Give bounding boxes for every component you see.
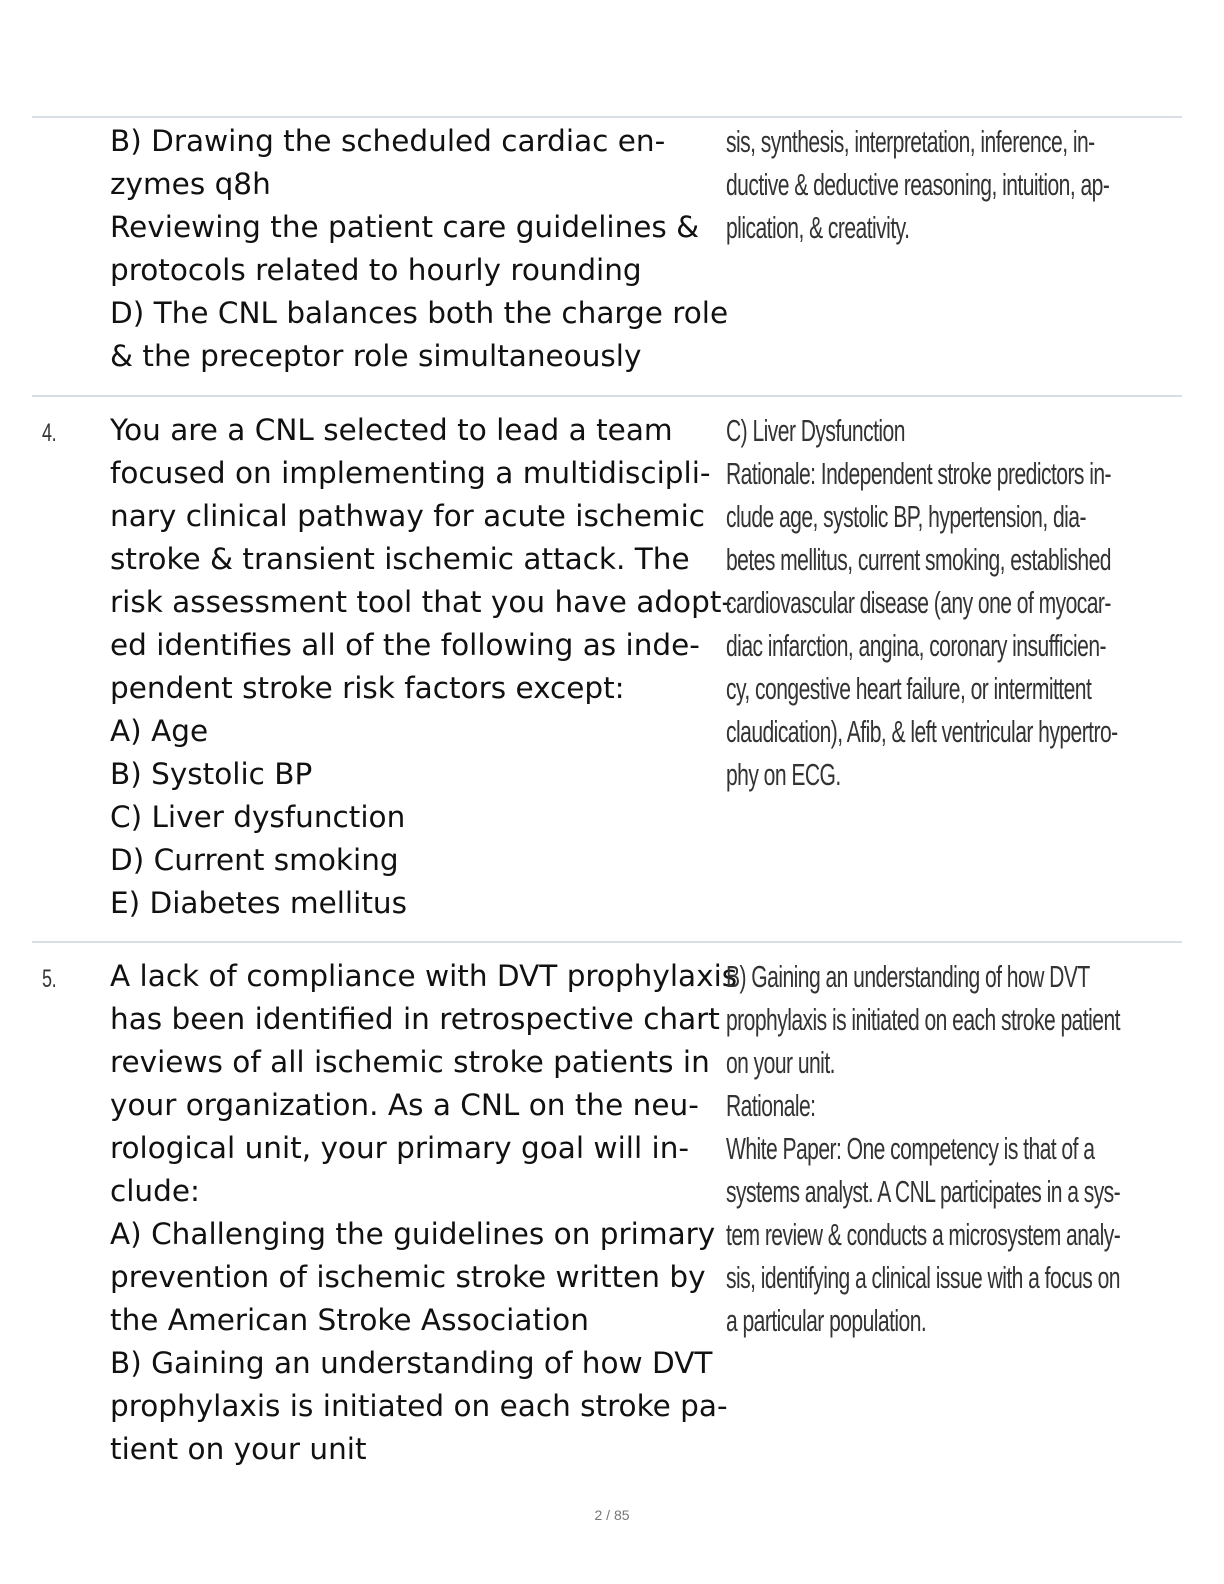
answer-line: plication, & creativity. xyxy=(726,210,910,245)
answer-line: C) Liver Dysfunction xyxy=(726,413,905,448)
question-number: 4. xyxy=(42,419,57,447)
question-text xyxy=(110,120,729,378)
question-line: your organization. As a CNL on the neu- xyxy=(110,1088,699,1122)
answer-line: clude age, systolic BP, hypertension, dia- xyxy=(726,499,1086,534)
question-line: nary clinical pathway for acute ischemic xyxy=(110,499,706,533)
row-divider xyxy=(32,116,1182,118)
question-line: D) Current smoking xyxy=(110,843,399,877)
question-line: rological unit, your primary goal will in- xyxy=(110,1131,690,1165)
answer-line: cardiovascular disease (any one of myocar- xyxy=(726,585,1111,620)
question-line: A) Challenging the guidelines on primary xyxy=(110,1217,716,1251)
answer-line: B) Gaining an understanding of how DVT xyxy=(726,959,1090,994)
question-text xyxy=(110,955,738,1471)
answer-line: systems analyst. A CNL participates in a sys- xyxy=(726,1174,1121,1209)
question-line: You are a CNL selected to lead a team xyxy=(110,413,673,447)
question-line: focused on implementing a multidiscipli- xyxy=(110,456,711,490)
page-number: 2 / 85 xyxy=(594,1507,630,1523)
answer-line: cy, congestive heart failure, or intermittent xyxy=(726,671,1092,706)
question-line: B) Systolic BP xyxy=(110,757,313,791)
answer-line: phy on ECG. xyxy=(726,757,841,792)
question-line: ed identifies all of the following as inde- xyxy=(110,628,700,662)
row-divider xyxy=(32,941,1182,943)
row-divider xyxy=(32,395,1182,397)
question-line: reviews of all ischemic stroke patients in xyxy=(110,1045,710,1079)
answer-line: sis, synthesis, interpretation, inference, in- xyxy=(726,124,1095,159)
question-line: C) Liver dysfunction xyxy=(110,800,406,834)
question-line: pendent stroke risk factors except: xyxy=(110,671,625,705)
question-line: risk assessment tool that you have adopt- xyxy=(110,585,733,619)
question-number: 5. xyxy=(42,965,57,993)
question-line: tient on your unit xyxy=(110,1432,367,1466)
question-line: stroke & transient ischemic attack. The xyxy=(110,542,690,576)
answer-line: prophylaxis is initiated on each stroke patient xyxy=(726,1002,1120,1037)
question-line: the American Stroke Association xyxy=(110,1303,589,1337)
question-line: B) Gaining an understanding of how DVT xyxy=(110,1346,713,1380)
question-line: Reviewing the patient care guidelines & xyxy=(110,210,700,244)
answer-line: diac infarction, angina, coronary insufficien- xyxy=(726,628,1107,663)
question-line: B) Drawing the scheduled cardiac en- xyxy=(110,124,666,158)
answer-text xyxy=(726,120,1161,249)
question-line: has been identified in retrospective chart xyxy=(110,1002,720,1036)
answer-line: Rationale: xyxy=(726,1088,816,1123)
answer-line: sis, identifying a clinical issue with a focus on xyxy=(726,1260,1120,1295)
answer-line: tem review & conducts a microsystem analy- xyxy=(726,1217,1121,1252)
question-line: A) Age xyxy=(110,714,209,748)
question-text xyxy=(110,409,733,925)
answer-line: White Paper: One competency is that of a xyxy=(726,1131,1095,1166)
answer-text xyxy=(726,409,1161,796)
answer-line: a particular population. xyxy=(726,1303,927,1338)
answer-text xyxy=(726,955,1161,1342)
question-line: E) Diabetes mellitus xyxy=(110,886,407,920)
question-line: prophylaxis is initiated on each stroke pa- xyxy=(110,1389,728,1423)
question-line: D) The CNL balances both the charge role xyxy=(110,296,729,330)
answer-line: betes mellitus, current smoking, established xyxy=(726,542,1111,577)
question-line: A lack of compliance with DVT prophylaxis xyxy=(110,959,738,993)
answer-line: claudication), Afib, & left ventricular hypertro- xyxy=(726,714,1118,749)
question-line: clude: xyxy=(110,1174,200,1208)
question-line: prevention of ischemic stroke written by xyxy=(110,1260,706,1294)
question-line: protocols related to hourly rounding xyxy=(110,253,642,287)
answer-line: ductive & deductive reasoning, intuition, ap- xyxy=(726,167,1110,202)
question-line: & the preceptor role simultaneously xyxy=(110,339,642,373)
answer-line: Rationale: Independent stroke predictors in- xyxy=(726,456,1112,491)
answer-line: on your unit. xyxy=(726,1045,835,1080)
question-line: zymes q8h xyxy=(110,167,271,201)
